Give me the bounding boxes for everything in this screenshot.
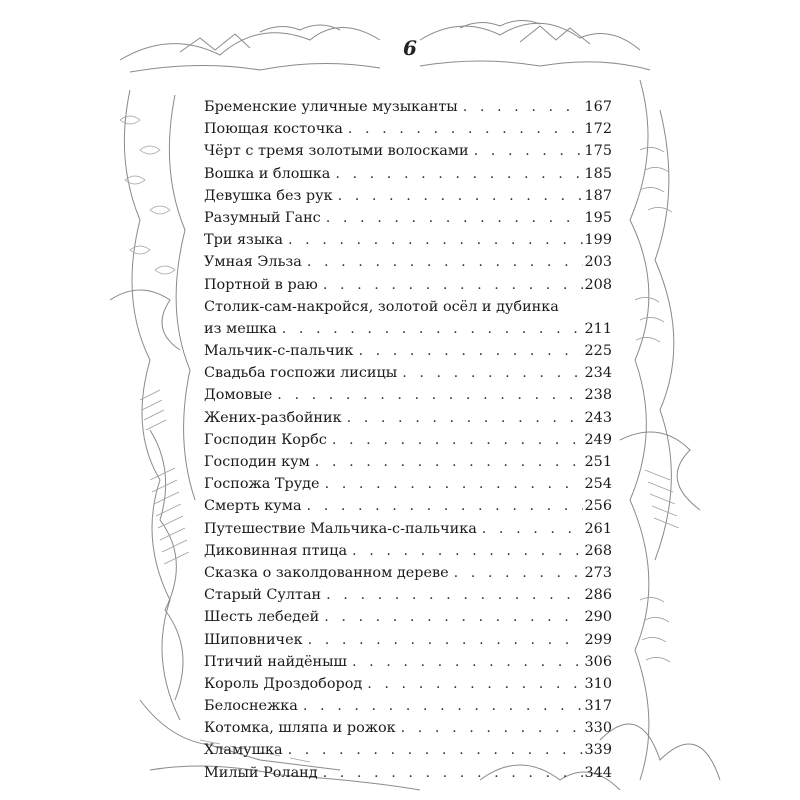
toc-dot-leader bbox=[319, 606, 582, 628]
toc-dot-leader bbox=[298, 695, 583, 717]
toc-entry-title: Сказка о заколдованном дереве bbox=[204, 564, 449, 581]
toc-entry-page: 256 bbox=[584, 498, 612, 515]
toc-dot-leader bbox=[347, 651, 583, 673]
toc-entry-page: 261 bbox=[584, 520, 612, 537]
page-number: 6 bbox=[403, 36, 417, 60]
toc-entry[interactable] bbox=[204, 229, 612, 251]
toc-entry[interactable] bbox=[204, 629, 612, 651]
toc-dot-leader bbox=[303, 629, 583, 651]
toc-entry-title: Домовые bbox=[204, 387, 273, 404]
toc-entry-page: 225 bbox=[584, 343, 612, 360]
toc-entry-title: Госпожа Труде bbox=[204, 476, 320, 493]
toc-entry[interactable] bbox=[204, 518, 612, 540]
toc-entry-page: 251 bbox=[584, 454, 612, 470]
toc-dot-leader bbox=[449, 562, 583, 584]
toc-entry-page: 339 bbox=[584, 742, 612, 759]
toc-entry[interactable] bbox=[204, 362, 612, 384]
toc-entry-title: Вошка и блошка bbox=[204, 165, 331, 182]
toc-dot-leader bbox=[302, 251, 583, 273]
toc-dot-leader bbox=[469, 140, 583, 162]
toc-entry-title: из мешка bbox=[204, 320, 277, 337]
toc-entry[interactable] bbox=[204, 185, 612, 207]
toc-dot-leader bbox=[353, 340, 582, 362]
toc-entry-page: 310 bbox=[584, 675, 612, 692]
toc-entry-title: Разумный Ганс bbox=[204, 209, 321, 226]
toc-entry[interactable] bbox=[204, 274, 612, 296]
toc-entry-page: 286 bbox=[584, 587, 612, 604]
toc-entry[interactable] bbox=[204, 251, 612, 273]
toc-dot-leader bbox=[310, 451, 583, 473]
toc-entry[interactable] bbox=[204, 318, 612, 340]
toc-entry-page: 211 bbox=[584, 320, 612, 337]
toc-entry-title: Шиповничек bbox=[204, 631, 303, 648]
toc-dot-leader bbox=[321, 207, 583, 229]
toc-entry-title: Котомка, шляпа и рожок bbox=[204, 720, 396, 737]
toc-entry-title: Путешествие Мальчика-с-пальчика bbox=[204, 520, 477, 537]
toc-entry-page: 195 bbox=[584, 209, 612, 226]
toc-entry-page: 290 bbox=[584, 609, 612, 626]
toc-entry-title: Милый Роланд bbox=[204, 764, 318, 781]
toc-entry-page: 175 bbox=[584, 143, 612, 160]
toc-entry-title: Жених-разбойник bbox=[204, 409, 342, 426]
toc-entry-title: Диковинная птица bbox=[204, 542, 348, 559]
toc-entry-page: 268 bbox=[584, 542, 612, 559]
toc-entry-title: Три языка bbox=[204, 232, 283, 249]
toc-entry-page: 185 bbox=[584, 165, 612, 182]
toc-dot-leader bbox=[318, 762, 583, 784]
toc-entry-page: 344 bbox=[584, 764, 612, 781]
toc-entry[interactable] bbox=[204, 762, 612, 784]
toc-entry-title: Шесть лебедей bbox=[204, 609, 320, 626]
toc-entry-page: 187 bbox=[584, 187, 612, 204]
toc-entry-title: Птичий найдёныш bbox=[204, 653, 347, 670]
toc-entry-page: 243 bbox=[584, 409, 612, 426]
toc-entry-title: Мальчик-с-пальчик bbox=[204, 343, 354, 360]
toc-dot-leader bbox=[333, 185, 583, 207]
toc-entry[interactable] bbox=[204, 739, 612, 761]
toc-entry[interactable] bbox=[204, 340, 612, 362]
toc-dot-leader bbox=[321, 584, 582, 606]
toc-entry[interactable] bbox=[204, 384, 612, 406]
toc-entry[interactable] bbox=[204, 96, 612, 118]
toc-entry-page: 306 bbox=[584, 653, 612, 670]
toc-entry-title-line1[interactable]: Столик-сам-накройся, золотой осёл и дубинка bbox=[204, 298, 559, 315]
toc-entry-page: 273 bbox=[584, 564, 612, 581]
toc-dot-leader bbox=[396, 717, 583, 739]
toc-entry-page: 299 bbox=[584, 631, 612, 648]
toc-entry[interactable] bbox=[204, 584, 612, 606]
toc-entry-page: 208 bbox=[584, 276, 612, 293]
toc-dot-leader bbox=[397, 362, 582, 384]
toc-entry[interactable] bbox=[204, 429, 612, 451]
toc-entry[interactable] bbox=[204, 473, 612, 495]
toc-entry-title: Чёрт с тремя золотыми волосками bbox=[204, 143, 469, 160]
toc-entry[interactable] bbox=[204, 407, 612, 429]
toc-dot-leader bbox=[342, 407, 583, 429]
toc-entry-title: Господин Корбс bbox=[204, 431, 327, 448]
toc-entry[interactable] bbox=[204, 651, 612, 673]
table-of-contents bbox=[204, 96, 612, 784]
toc-entry[interactable] bbox=[204, 118, 612, 140]
toc-entry-title: Свадьба госпожи лисицы bbox=[204, 365, 398, 382]
toc-entry-page: 317 bbox=[584, 698, 612, 715]
toc-entry-page: 172 bbox=[584, 121, 612, 138]
toc-entry-title: Белоснежка bbox=[204, 698, 298, 715]
toc-dot-leader bbox=[458, 96, 583, 118]
toc-dot-leader bbox=[330, 163, 582, 185]
toc-entry-title: Умная Эльза bbox=[204, 254, 302, 271]
toc-entry-page: 234 bbox=[584, 365, 612, 382]
toc-dot-leader bbox=[277, 318, 583, 340]
toc-entry-title: Портной в раю bbox=[204, 276, 318, 293]
toc-entry-title: Смерть кума bbox=[204, 498, 302, 515]
toc-entry-page: 249 bbox=[584, 431, 612, 448]
toc-entry-title: Король Дроздобород bbox=[204, 675, 363, 692]
toc-dot-leader bbox=[327, 429, 583, 451]
toc-dot-leader bbox=[347, 540, 582, 562]
toc-entry[interactable] bbox=[204, 606, 612, 628]
toc-dot-leader bbox=[477, 518, 583, 540]
toc-entry[interactable] bbox=[204, 451, 612, 473]
toc-entry-title: Хламушка bbox=[204, 742, 283, 759]
toc-entry-title: Старый Султан bbox=[204, 587, 322, 604]
toc-entry[interactable] bbox=[204, 140, 612, 162]
toc-entry-page: 254 bbox=[584, 476, 612, 493]
toc-entry[interactable] bbox=[204, 673, 612, 695]
toc-entry[interactable] bbox=[204, 540, 612, 562]
toc-entry[interactable] bbox=[204, 717, 612, 739]
toc-entry[interactable] bbox=[204, 207, 612, 229]
toc-entry[interactable] bbox=[204, 163, 612, 185]
toc-dot-leader bbox=[283, 229, 583, 251]
toc-dot-leader bbox=[302, 495, 583, 517]
toc-entry-title: Бременские уличные музыканты bbox=[204, 99, 458, 115]
toc-entry-page: 330 bbox=[584, 720, 612, 737]
toc-entry-page: 167 bbox=[584, 99, 612, 115]
toc-dot-leader bbox=[320, 473, 583, 495]
toc-dot-leader bbox=[343, 118, 583, 140]
toc-entry-page: 203 bbox=[584, 254, 612, 271]
toc-entry-title: Господин кум bbox=[204, 454, 310, 470]
toc-entry[interactable] bbox=[204, 695, 612, 717]
toc-dot-leader bbox=[283, 739, 583, 761]
toc-entry-page: 238 bbox=[584, 387, 612, 404]
toc-entry-page: 199 bbox=[584, 232, 612, 249]
toc-dot-leader bbox=[362, 673, 582, 695]
toc-entry[interactable] bbox=[204, 495, 612, 517]
toc-entry[interactable] bbox=[204, 562, 612, 584]
toc-entry-title: Поющая косточка bbox=[204, 121, 343, 138]
toc-dot-leader bbox=[272, 384, 582, 406]
toc-entry-title: Девушка без рук bbox=[204, 187, 333, 204]
toc-dot-leader bbox=[318, 274, 583, 296]
